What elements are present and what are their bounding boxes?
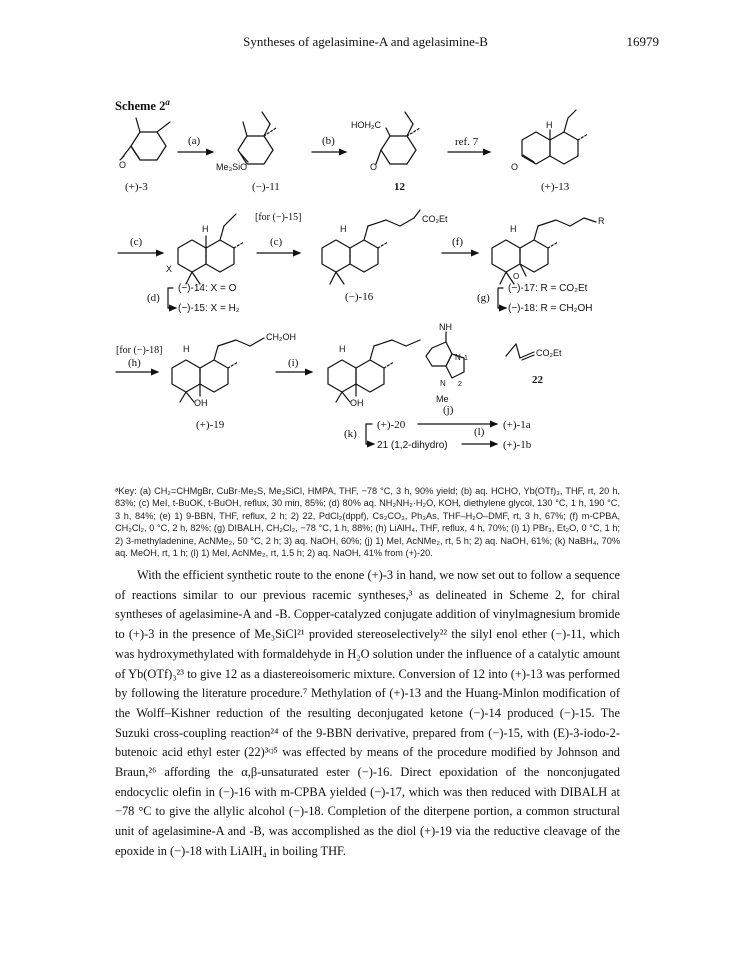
running-title: Syntheses of agelasimine-A and agelasimine-B [243, 34, 488, 49]
atom-o-12: O [370, 162, 378, 172]
atom-n1: N [455, 353, 461, 362]
label-plus-1b: (+)-1b [503, 439, 532, 451]
reagent-g: (g) [477, 292, 490, 304]
structure-22 [506, 344, 534, 360]
label-minus-17: (−)-17: R = CO₂Et [508, 283, 588, 294]
structure-minus-16 [322, 210, 420, 284]
label-minus-11: (−)-11 [252, 181, 280, 193]
label-plus-1a: (+)-1a [503, 419, 531, 431]
atom-h-16: H [340, 224, 347, 234]
atom-locant-1: 1 [464, 355, 468, 362]
atom-co2et-16: CO₂Et [422, 214, 448, 224]
label-plus-20: (+)-20 [377, 419, 406, 431]
atom-h-14: H [202, 224, 209, 234]
reagent-j: (j) [443, 404, 454, 416]
label-plus-3: (+)-3 [125, 181, 148, 193]
reagent-a: (a) [188, 135, 201, 147]
bracket-d [168, 288, 173, 308]
body-paragraph: With the efficient synthetic route to the enone (+)-3 in hand, we now set out to follow a sequence of reactions similar to our previous racemic syntheses,³ as delineated in Scheme 2, for chiral syntheses of agelasimine-A and -B. Copper-catalyzed conjugate addition of vinylmagnesium bromide to (+)-3 in the presence of Me₃SiCl²¹ provided stereoselectively²² the silyl enol ether (−)-11, which was hydroxymethylated with formaldehyde in H₂O solution under the influence of a catalytic amount of Yb(OTf)₃²³ to give 12 as a diastereoisomeric mixture. Conversion of 12 into (+)-13 was performed by following the literature procedure.⁷ Methylation of (+)-13 and the Huang-Minlon modification of the Wolff–Kishner reduction of the resulting deconjugated ketone (−)-14 produced (−)-15. The Suzuki cross-coupling reaction²⁴ of the 9-BBN derivative, prepared from (−)-15, with (E)-3-iodo-2-butenoic acid ethyl ester (22)³ᶜʲ⁵ was effected by means of the procedure modified by Johnson and Braun,²⁶ affording the α,β-unsaturated ester (−)-16. Direct epoxidation of the nonconjugated endocyclic olefin in (−)-16 with m-CPBA yielded (−)-17, which was then reduced with DIBALH at −78 °C to give the allylic alcohol (−)-18. Completion of the diterpene portion, a common structural unit of agelasimine-A and -B, was accomplished as the diol (+)-19 via the reductive cleavage of the epoxide in (−)-18 with LiAlH₄ in boiling THF. [115, 568, 620, 858]
label-minus-15: (−)-15: X = H₂ [178, 303, 240, 314]
atom-o-13: O [511, 162, 519, 172]
atom-h-19: H [183, 344, 190, 354]
bracket-g [498, 288, 503, 308]
atom-oh-19: OH [194, 398, 208, 408]
reagent-ref7: ref. 7 [455, 136, 479, 148]
atom-nh: NH [439, 322, 452, 332]
reagent-c2: (c) [270, 236, 283, 248]
atom-co2et-22: CO₂Et [536, 348, 562, 358]
scheme-title-text: Scheme 2 [115, 99, 166, 114]
label-minus-18: (−)-18: R = CH₂OH [508, 303, 593, 314]
atom-locant-2: 2 [458, 381, 462, 388]
label-21: 21 (1,2-dihydro) [377, 440, 448, 451]
label-plus-19: (+)-19 [196, 419, 225, 431]
reagent-k: (k) [344, 428, 357, 440]
atom-r-17: R [598, 216, 605, 226]
atom-h-17: H [510, 224, 517, 234]
structure-plus-20 [328, 332, 464, 402]
structure-minus-14-15 [178, 214, 244, 284]
reaction-scheme [0, 0, 731, 470]
structure-plus-13 [522, 110, 588, 164]
atom-x-14: X [166, 264, 173, 274]
reagent-h: (h) [128, 357, 141, 369]
label-minus-14: (−)-14: X = O [178, 283, 237, 294]
label-22: 22 [532, 374, 543, 386]
bracket-k [366, 424, 372, 444]
body-text [115, 566, 620, 862]
reagent-c-lead: (c) [130, 236, 143, 248]
reagent-b: (b) [322, 135, 335, 147]
atom-oh-20: OH [350, 398, 364, 408]
reagent-h-for: [for (−)-18] [116, 345, 163, 356]
structure-12 [376, 112, 420, 164]
reagent-i: (i) [288, 357, 299, 369]
label-plus-13: (+)-13 [541, 181, 570, 193]
scheme-footnote: ᵃKey: (a) CH₂=CHMgBr, CuBr·Me₂S, Me₃SiCl, HMPA, THF, −78 °C, 3 h, 90% yield; (b) aq. HCHO, Yb(OTf)₃, THF, rt, 20 h, 83%; (c) MeI, t-BuOK, t-BuOH, reflux, 30 min, 85%; (d) 80% aq. NH₂NH₂·H₂O, KOH, diethylene glycol, 130 °C, 1 h, 190 °C, 3 h, 84%; (e) 1) 9-BBN, THF, reflux, 2 h; 2) 22, PdCl₂(dppf), Cs₂CO₃, Ph₃As, THF–H₂O–DMF, rt, 3 h, 67%; (f) m-CPBA, CH₂Cl₂, 0 °C, 2 h, 82%; (g) DIBALH, CH₂Cl₂, −78 °C, 1 h, 88%; (h) LiAlH₄, THF, reflux, 4 h, 70%; (i) 1) PBr₃, Et₂O, 0 °C, 1 h; 2) 3-methyladenine, AcNMe₂, 50 °C, 2 h; 3) aq. NaOH, 60%; (j) 1) MeI, AcNMe₂, rt, 5 h; 2) aq. NaOH, 61%; (k) NaBH₄, 70% aq. MeOH, rt, 1 h; (l) 1) MeI, AcNMe₂, rt, 1.5 h; 2) aq. NaOH, 41% from (+)-20. [115, 486, 620, 559]
structure-plus-3 [120, 118, 170, 160]
reagent-f: (f) [452, 236, 463, 248]
atom-o-3: O [119, 160, 127, 170]
reagent-l: (l) [474, 426, 485, 438]
atom-h-20: H [339, 344, 346, 354]
structure-minus-11 [238, 112, 276, 164]
atom-o-epoxide: O [513, 272, 520, 281]
structure-minus-17-18 [492, 218, 596, 284]
atom-n3: N [440, 379, 446, 388]
label-minus-16: (−)-16 [345, 291, 374, 303]
atom-hoh2c: HOH₂C [351, 120, 381, 130]
atom-h-13: H [546, 120, 553, 130]
atom-me: Me [436, 394, 449, 404]
scheme-title-footnote-mark: a [165, 97, 170, 107]
reagent-c-for: [for (−)-15] [255, 212, 302, 223]
page-number: 16979 [626, 34, 659, 49]
atom-ch2oh-19: CH₂OH [266, 332, 296, 342]
label-12: 12 [394, 181, 405, 193]
atom-me3sio: Me₃SiO [216, 162, 248, 172]
reagent-d: (d) [147, 292, 160, 304]
